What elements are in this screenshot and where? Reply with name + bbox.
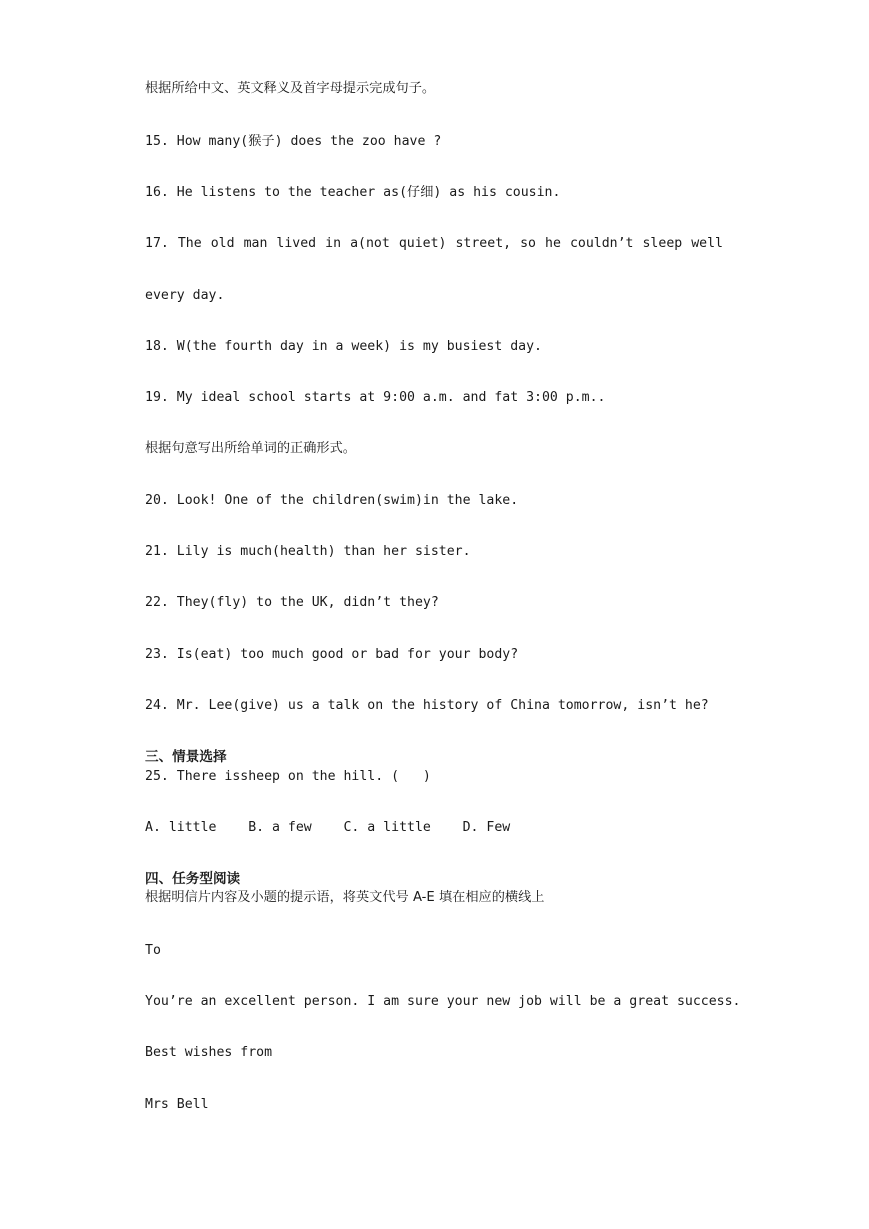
question-24: 24. Mr. Lee(give) us a talk on the history of China tomorrow, isn’t he? [145,698,709,713]
instruction-task-reading: 根据明信片内容及小题的提示语，将英文代号 A-E 填在相应的横线上 [145,890,545,905]
question-15: 15. How many(猴子) does the zoo have ? [145,134,442,149]
question-23: 23. Is(eat) too much good or bad for your body? [145,647,519,662]
instruction-complete-sentences: 根据所给中文、英文释义及首字母提示完成句子。 [145,81,436,96]
question-18: 18. W(the fourth day in a week) is my busiest day. [145,339,542,354]
question-17-line-2: every day. [145,288,225,303]
question-19: 19. My ideal school starts at 9:00 a.m. and fat 3:00 p.m.. [145,390,606,405]
postcard-to: To [145,943,161,958]
instruction-word-forms: 根据句意写出所给单词的正确形式。 [145,441,356,456]
question-16: 16. He listens to the teacher as(仔细) as his cousin. [145,185,561,200]
postcard-sender: Mrs Bell [145,1097,209,1112]
postcard-body: You’re an excellent person. I am sure your new job will be a great success. [145,994,741,1009]
question-17-line-1: 17. The old man lived in a(not quiet) street, so he couldn’t sleep well [145,236,723,251]
section-3-heading: 三、情景选择 [145,749,227,765]
question-20: 20. Look! One of the children(swim)in the lake. [145,493,519,508]
section-4-heading: 四、任务型阅读 [145,871,241,887]
question-25: 25. There issheep on the hill. ( ) [145,769,431,784]
question-21: 21. Lily is much(health) than her sister. [145,544,471,559]
question-22: 22. They(fly) to the UK, didn’t they? [145,595,439,610]
postcard-closing: Best wishes from [145,1045,273,1060]
question-25-options: A. little B. a few C. a little D. Few [145,820,511,835]
